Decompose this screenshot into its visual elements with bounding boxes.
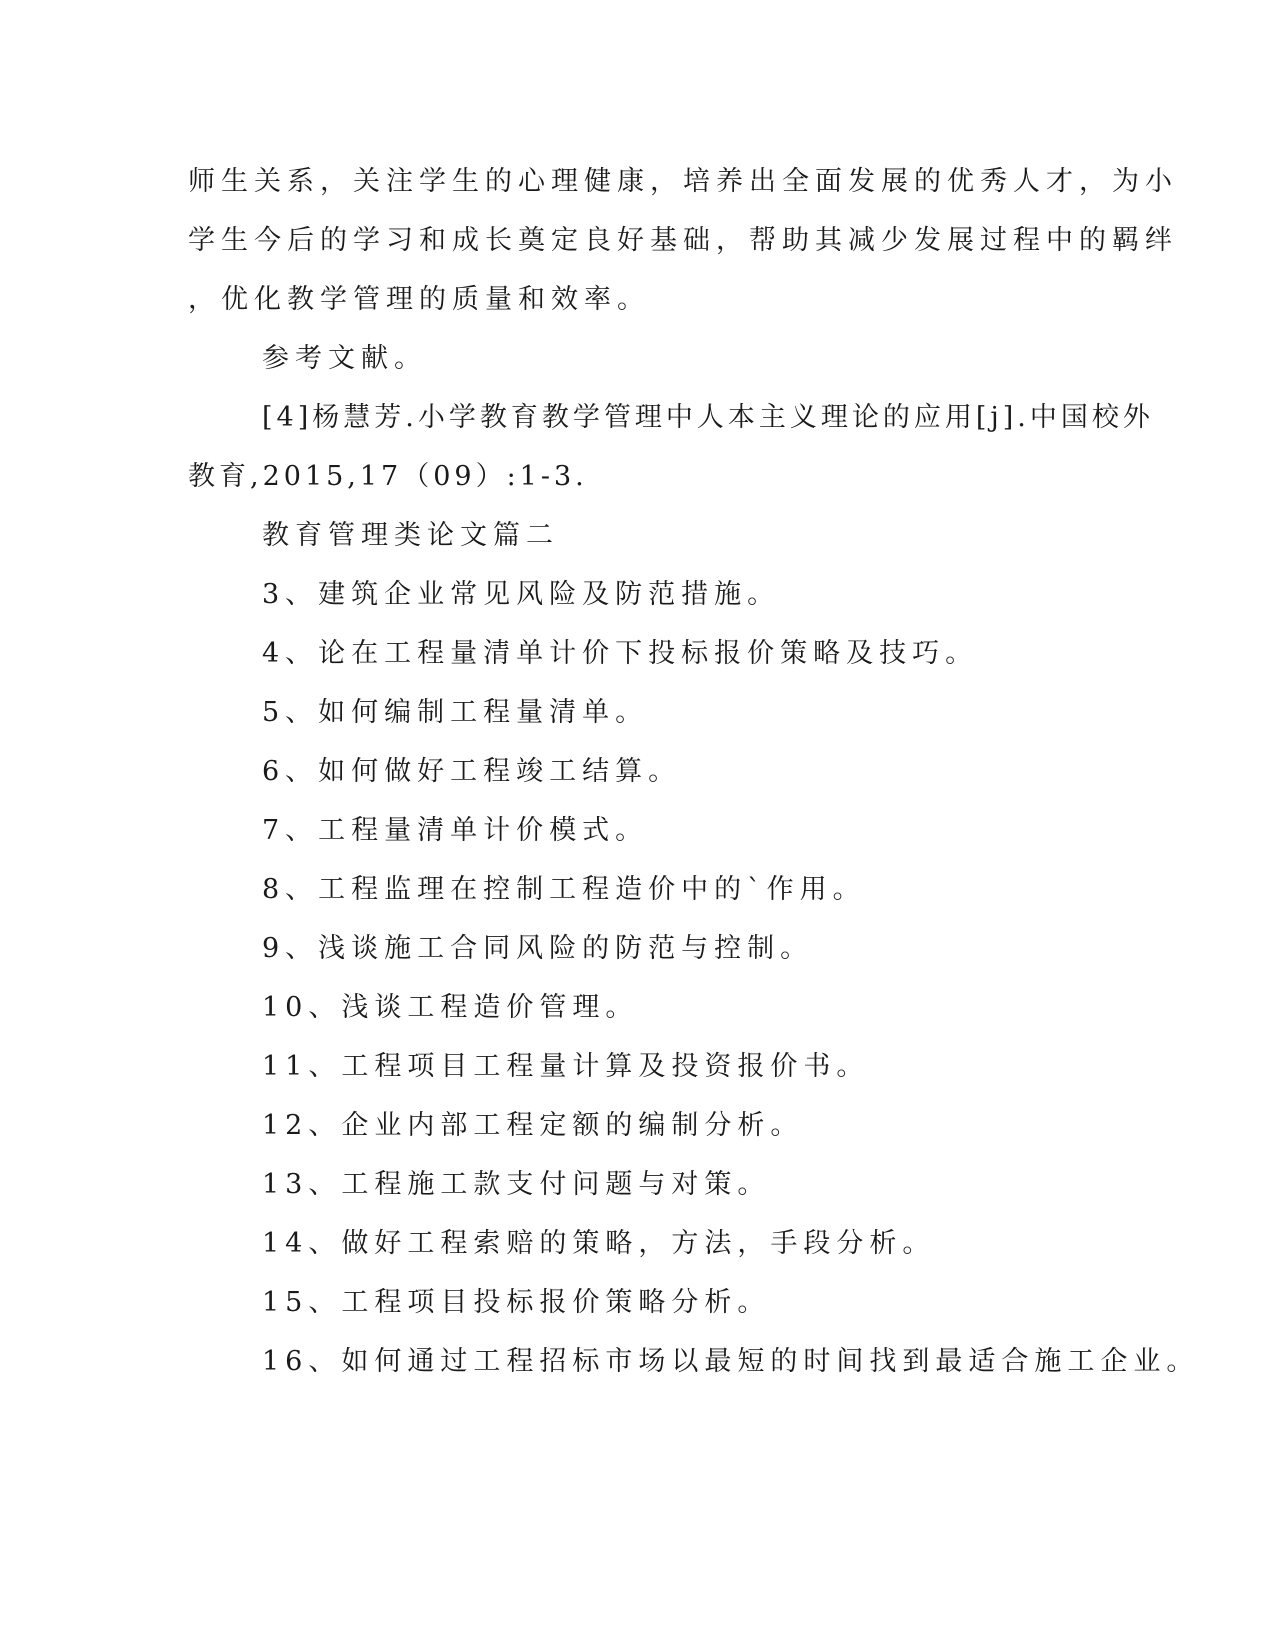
topic-item: 14、做好工程索赔的策略，方法，手段分析。 [262,1228,936,1259]
topic-item: 6、如何做好工程竣工结算。 [262,756,682,787]
topic-item: 4、论在工程量清单计价下投标报价策略及技巧。 [262,638,979,669]
topic-item: 9、浅谈施工合同风险的防范与控制。 [262,933,814,964]
paragraph-line: 师生关系，关注学生的心理健康，培养出全面发展的优秀人才，为小 [188,166,1178,197]
topic-item: 3、建筑企业常见风险及防范措施。 [262,579,781,610]
topic-item: 11、工程项目工程量计算及投资报价书。 [262,1051,870,1082]
topic-item: 7、工程量清单计价模式。 [262,815,649,846]
topic-item: 16、如何通过工程招标市场以最短的时间找到最适合施工企业。 [262,1346,1200,1377]
reference-line: 教育,2015,17（09）:1-3. [188,461,588,492]
section-title: 教育管理类论文篇二 [262,520,559,551]
topic-item: 12、企业内部工程定额的编制分析。 [262,1110,804,1141]
topic-item: 13、工程施工款支付问题与对策。 [262,1169,771,1200]
topic-item: 8、工程监理在控制工程造价中的`作用。 [262,874,866,905]
topic-item: 10、浅谈工程造价管理。 [262,992,639,1023]
references-heading: 参考文献。 [262,343,427,374]
paragraph-line: 学生今后的学习和成长奠定良好基础，帮助其减少发展过程中的羁绊 [188,225,1178,256]
topic-item: 15、工程项目投标报价策略分析。 [262,1287,771,1318]
paragraph-line: ，优化教学管理的质量和效率。 [188,284,650,315]
reference-line: [4]杨慧芳.小学教育教学管理中人本主义理论的应用[j].中国校外 [262,402,1154,433]
topic-item: 5、如何编制工程量清单。 [262,697,649,728]
